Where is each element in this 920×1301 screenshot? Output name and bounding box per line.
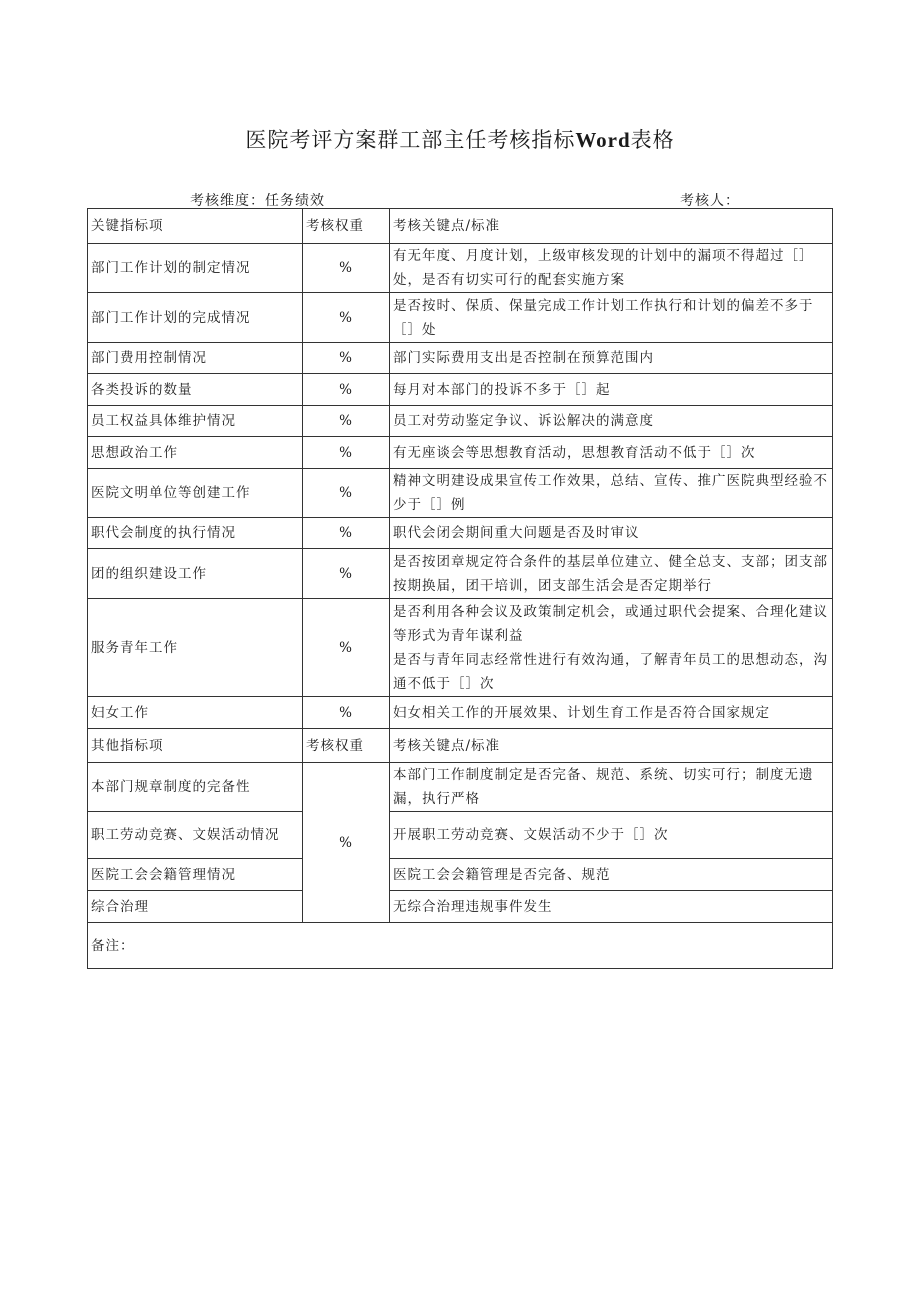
table-row <box>88 469 833 518</box>
other-weight: % <box>303 763 390 923</box>
row-item: 职工劳动竞赛、文娱活动情况 <box>88 812 303 859</box>
table-row <box>88 812 833 859</box>
title-suffix: 表格 <box>630 128 675 152</box>
row-standard: 无综合治理违规事件发生 <box>390 891 833 923</box>
row-standard: 精神文明建设成果宣传工作效果，总结、宣传、推广医院典型经验不少于［］例 <box>390 469 833 518</box>
row-standard-line-2: 是否与青年同志经常性进行有效沟通，了解青年员工的思想动态，沟通不低于［］次 <box>393 651 828 692</box>
row-standard: 每月对本部门的投诉不多于［］起 <box>390 374 833 406</box>
table-row <box>88 406 833 437</box>
row-weight: % <box>303 599 390 697</box>
row-standard: 员工对劳动鉴定争议、诉讼解决的满意度 <box>390 406 833 437</box>
assessor-label: 考核人： <box>680 193 740 209</box>
row-standard: 是否按团章规定符合条件的基层单位建立、健全总支、支部；团支部按期换届，团干培训，团支部生活会是否定期举行 <box>390 549 833 599</box>
title-en: Word <box>575 128 631 152</box>
row-item: 本部门规章制度的完备性 <box>88 763 303 812</box>
table-row <box>88 891 833 923</box>
row-weight: % <box>303 518 390 549</box>
row-standard: 部门实际费用支出是否控制在预算范围内 <box>390 343 833 374</box>
row-item: 医院工会会籍管理情况 <box>88 859 303 891</box>
table-row <box>88 374 833 406</box>
row-standard-line-1: 是否利用各种会议及政策制定机会，或通过职代会提案、合理化建议等形式为青年谋利益 <box>393 603 828 644</box>
row-standard: 妇女相关工作的开展效果、计划生育工作是否符合国家规定 <box>390 697 833 729</box>
row-standard: 医院工会会籍管理是否完备、规范 <box>390 859 833 891</box>
row-weight: % <box>303 406 390 437</box>
table-row <box>88 549 833 599</box>
row-weight: % <box>303 469 390 518</box>
row-item: 各类投诉的数量 <box>88 374 303 406</box>
row-item: 医院文明单位等创建工作 <box>88 469 303 518</box>
row-item: 思想政治工作 <box>88 437 303 469</box>
row-weight: % <box>303 244 390 293</box>
table-header-row <box>88 209 833 244</box>
row-weight: % <box>303 343 390 374</box>
row-standard: 有无年度、月度计划，上级审核发现的计划中的漏项不得超过［］处，是否有切实可行的配套实施方案 <box>390 244 833 293</box>
header-standard: 考核关键点/标准 <box>390 209 833 244</box>
table-row <box>88 859 833 891</box>
row-item: 服务青年工作 <box>88 599 303 697</box>
table-row <box>88 244 833 293</box>
row-item: 职代会制度的执行情况 <box>88 518 303 549</box>
other-header-standard: 考核关键点/标准 <box>390 729 833 763</box>
table-row <box>88 518 833 549</box>
header-weight: 考核权重 <box>303 209 390 244</box>
table-row <box>88 697 833 729</box>
dimension-label: 考核维度：任务绩效 <box>190 193 325 209</box>
other-header-row <box>88 729 833 763</box>
row-weight: % <box>303 293 390 343</box>
table-row <box>88 343 833 374</box>
table-row <box>88 437 833 469</box>
table-row <box>88 763 833 812</box>
assessment-table <box>87 208 833 969</box>
row-weight: % <box>303 437 390 469</box>
row-standard: 职代会闭会期间重大问题是否及时审议 <box>390 518 833 549</box>
row-weight: % <box>303 374 390 406</box>
row-item: 综合治理 <box>88 891 303 923</box>
remark-cell: 备注： <box>88 923 833 969</box>
row-standard: 开展职工劳动竞赛、文娱活动不少于［］次 <box>390 812 833 859</box>
row-item: 团的组织建设工作 <box>88 549 303 599</box>
remark-row <box>88 923 833 969</box>
page-title <box>0 124 920 154</box>
row-item: 员工权益具体维护情况 <box>88 406 303 437</box>
row-item: 部门工作计划的完成情况 <box>88 293 303 343</box>
row-weight: % <box>303 549 390 599</box>
row-standard <box>390 599 833 697</box>
table-row <box>88 599 833 697</box>
other-header-weight: 考核权重 <box>303 729 390 763</box>
table-row <box>88 293 833 343</box>
row-standard: 有无座谈会等思想教育活动，思想教育活动不低于［］次 <box>390 437 833 469</box>
row-item: 妇女工作 <box>88 697 303 729</box>
row-standard: 本部门工作制度制定是否完备、规范、系统、切实可行；制度无遗漏，执行严格 <box>390 763 833 812</box>
row-standard: 是否按时、保质、保量完成工作计划工作执行和计划的偏差不多于［］处 <box>390 293 833 343</box>
row-weight: % <box>303 697 390 729</box>
header-item: 关键指标项 <box>88 209 303 244</box>
row-item: 部门费用控制情况 <box>88 343 303 374</box>
row-item: 部门工作计划的制定情况 <box>88 244 303 293</box>
title-cn: 医院考评方案群工部主任考核指标 <box>245 128 576 152</box>
other-header-item: 其他指标项 <box>88 729 303 763</box>
